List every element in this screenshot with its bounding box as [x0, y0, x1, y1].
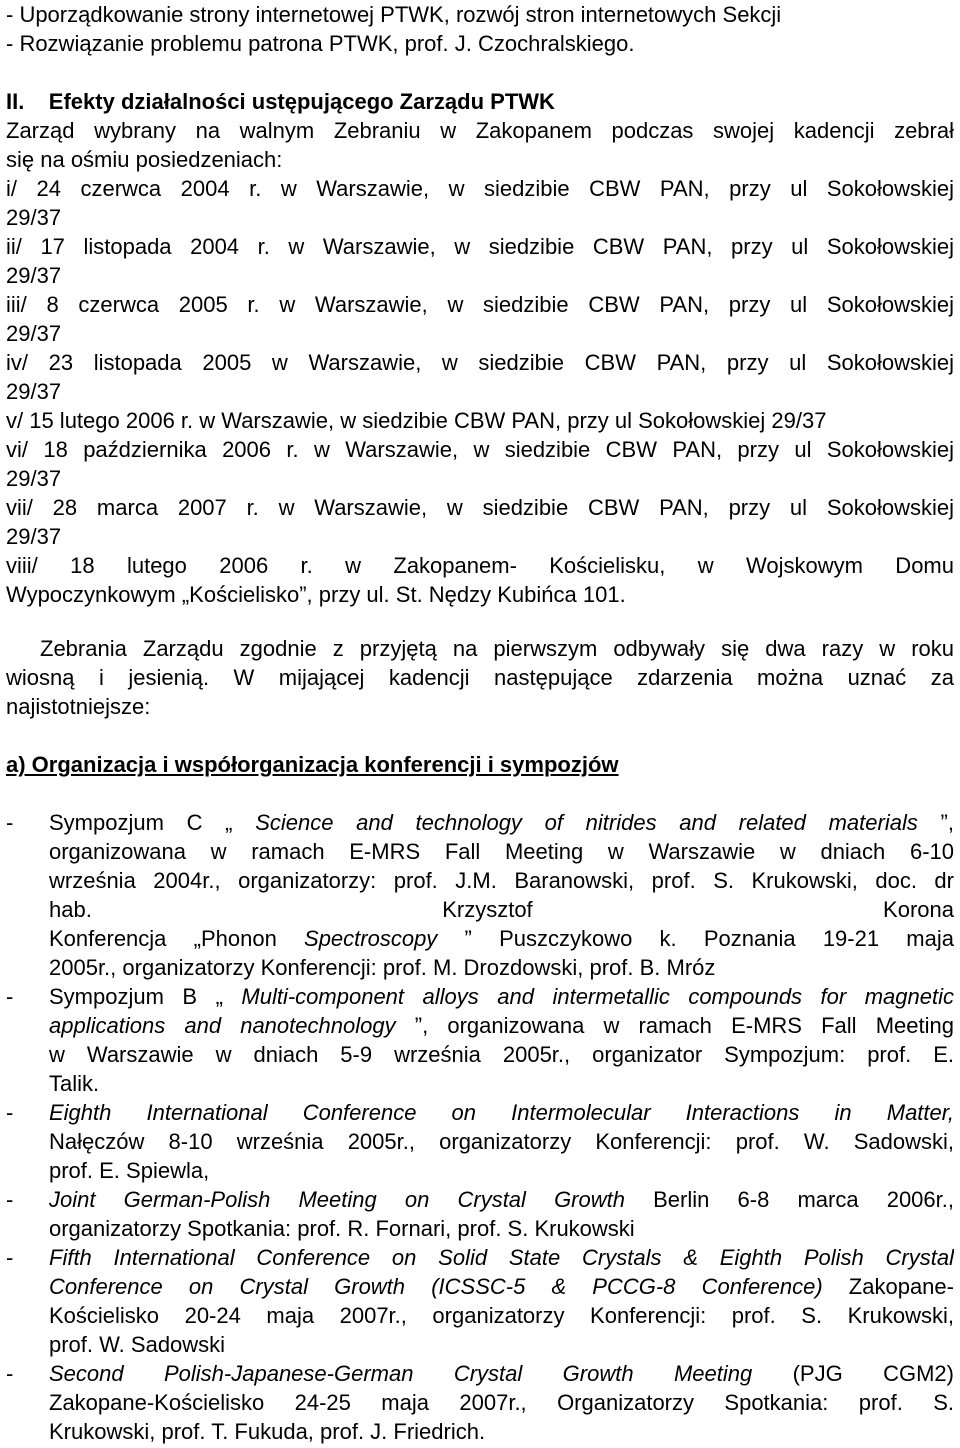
- list-dash: -: [6, 1361, 14, 1386]
- summary-line: Zebrania Zarządu zgodnie z przyjętą na pierwszym odbywały się dwa razy w roku: [40, 636, 954, 661]
- italic-title: Joint German-Polish Meeting on Crystal Growth: [49, 1187, 625, 1212]
- italic-title: Multi-component alloys and intermetallic compounds for magnetic: [241, 984, 954, 1009]
- text-run: Nałęczów 8-10 września 2005r., organizatorzy Konferencji: prof. W. Sadowski,: [49, 1129, 954, 1154]
- italic-title: applications and nanotechnology: [49, 1013, 396, 1038]
- section-number: II.: [6, 89, 25, 114]
- intro-item: - Rozwiązanie problemu patrona PTWK, prof. J. Czochralskiego.: [6, 31, 635, 56]
- meeting-line: ii/ 17 listopada 2004 r. w Warszawie, w siedzibie CBW PAN, przy ul Sokołowskiej: [6, 234, 954, 259]
- text-run: Zakopane-Kościelisko 24-25 maja 2007r., Organizatorzy Spotkania: prof. S.: [49, 1390, 954, 1415]
- conference-line: [49, 924, 954, 953]
- meeting-line: 29/37: [6, 263, 62, 288]
- list-dash: -: [6, 984, 14, 1009]
- summary-line: najistotniejsze:: [6, 694, 151, 719]
- text-run: Sympozjum C „: [49, 810, 233, 835]
- conference-line: [49, 1069, 954, 1098]
- conference-line: [49, 1417, 954, 1446]
- meeting-line: 29/37: [6, 524, 62, 549]
- text-run: w Warszawie w dniach 5-9 września 2005r., organizator Sympozjum: prof. E.: [49, 1042, 954, 1067]
- text-run: Sympozjum B „: [49, 984, 223, 1009]
- text-run: Zakopane-: [848, 1274, 954, 1299]
- text-run: Talik.: [49, 1071, 100, 1096]
- conference-line: [49, 895, 954, 924]
- text-run: hab. Krzysztof Korona: [49, 897, 954, 922]
- section-heading: [6, 87, 954, 116]
- section-title: Efekty działalności ustępującego Zarządu PTWK: [48, 89, 555, 114]
- conference-line: [49, 1301, 954, 1330]
- paragraph-line: się na ośmiu posiedzeniach:: [6, 147, 283, 172]
- conference-line: [49, 1011, 954, 1040]
- conference-line: [49, 1098, 954, 1127]
- conference-line: [49, 982, 954, 1011]
- italic-title: Spectroscopy: [304, 926, 438, 951]
- conference-line: [49, 1185, 954, 1214]
- intro-item: - Uporządkowanie strony internetowej PTWK, rozwój stron internetowych Sekcji: [6, 2, 782, 27]
- text-run: prof. W. Sadowski: [49, 1332, 226, 1357]
- text-run: września 2004r., organizatorzy: prof. J.M. Baranowski, prof. S. Krukowski, doc. dr: [49, 868, 954, 893]
- conference-line: [49, 1330, 954, 1359]
- meeting-line: viii/ 18 lutego 2006 r. w Zakopanem- Kościelisku, w Wojskowym Domu: [6, 553, 954, 578]
- meeting-line: vii/ 28 marca 2007 r. w Warszawie, w siedzibie CBW PAN, przy ul Sokołowskiej: [6, 495, 954, 520]
- text-run: (PJG CGM2): [792, 1361, 954, 1386]
- list-dash: -: [6, 810, 14, 835]
- text-run: Berlin 6-8 marca 2006r.,: [653, 1187, 954, 1212]
- meeting-line: v/ 15 lutego 2006 r. w Warszawie, w siedzibie CBW PAN, przy ul Sokołowskiej 29/37: [6, 408, 827, 433]
- text-run: ” Puszczykowo k. Poznania 19-21 maja: [464, 926, 954, 951]
- conference-line: [49, 1359, 954, 1388]
- text-run: Konferencja „Phonon: [49, 926, 305, 951]
- conference-line: [49, 808, 954, 837]
- meeting-line: vi/ 18 października 2006 r. w Warszawie, w siedzibie CBW PAN, przy ul Sokołowskiej: [6, 437, 954, 462]
- italic-title: Second Polish-Japanese-German Crystal Growth Meeting: [49, 1361, 753, 1386]
- list-dash: -: [6, 1187, 14, 1212]
- text-run: ”, organizowana w ramach E-MRS Fall Meeting: [414, 1013, 954, 1038]
- italic-title: Science and technology of nitrides and related materials: [255, 810, 918, 835]
- italic-title: Fifth International Conference on Solid State Crystals & Eighth Polish Crystal: [49, 1245, 954, 1270]
- conference-line: [49, 866, 954, 895]
- list-dash: -: [6, 1245, 14, 1270]
- text-run: ”,: [940, 810, 954, 835]
- italic-title: Eighth International Conference on Intermolecular Interactions in Matter,: [49, 1100, 954, 1125]
- list-dash: -: [6, 1100, 14, 1125]
- text-run: Kościelisko 20-24 maja 2007r., organizatorzy Konferencji: prof. S. Krukowski,: [49, 1303, 954, 1328]
- summary-line: wiosną i jesienią. W mijającej kadencji następujące zdarzenia można uznać za: [6, 665, 954, 690]
- conference-line: [49, 1243, 954, 1272]
- italic-title: Conference on Crystal Growth (ICSSC-5 & PCCG-8 Conference): [49, 1274, 823, 1299]
- text-run: organizowana w ramach E-MRS Fall Meeting w Warszawie w dniach 6-10: [49, 839, 954, 864]
- meeting-line: i/ 24 czerwca 2004 r. w Warszawie, w siedzibie CBW PAN, przy ul Sokołowskiej: [6, 176, 954, 201]
- conference-line: [49, 1272, 954, 1301]
- text-run: organizatorzy Spotkania: prof. R. Fornari, prof. S. Krukowski: [49, 1216, 635, 1241]
- meeting-line: 29/37: [6, 321, 62, 346]
- meeting-line: iv/ 23 listopada 2005 w Warszawie, w siedzibie CBW PAN, przy ul Sokołowskiej: [6, 350, 954, 375]
- conference-line: [49, 953, 954, 982]
- meeting-line: 29/37: [6, 379, 62, 404]
- text-run: Krukowski, prof. T. Fukuda, prof. J. Friedrich.: [49, 1419, 486, 1444]
- meeting-line: iii/ 8 czerwca 2005 r. w Warszawie, w siedzibie CBW PAN, przy ul Sokołowskiej: [6, 292, 954, 317]
- meeting-line: 29/37: [6, 205, 62, 230]
- text-run: prof. E. Spiewla,: [49, 1158, 210, 1183]
- conference-line: [49, 1388, 954, 1417]
- text-run: 2005r., organizatorzy Konferencji: prof. M. Drozdowski, prof. B. Mróz: [49, 955, 716, 980]
- conference-line: [49, 1040, 954, 1069]
- conference-line: [49, 837, 954, 866]
- conference-line: [49, 1127, 954, 1156]
- paragraph-line: Zarząd wybrany na walnym Zebraniu w Zakopanem podczas swojej kadencji zebrał: [6, 118, 954, 143]
- conference-line: [49, 1156, 954, 1185]
- conference-line: [49, 1214, 954, 1243]
- subsection-heading: a) Organizacja i współorganizacja konferencji i sympozjów: [6, 752, 619, 777]
- meeting-line: Wypoczynkowym „Kościelisko”, przy ul. St. Nędzy Kubińca 101.: [6, 582, 626, 607]
- meeting-line: 29/37: [6, 466, 62, 491]
